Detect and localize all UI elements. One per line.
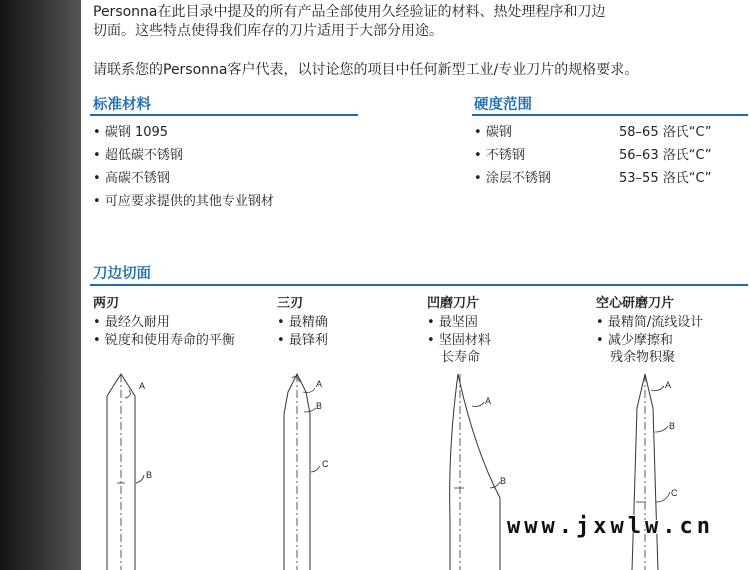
edge-title-hollow: 空心研磨刀片: [596, 296, 675, 311]
intro-line-3: 请联系您的Personna客户代表，以讨论您的项目中任何新型工业/专业刀片的规格要求。: [93, 62, 639, 78]
label-a: A: [665, 380, 672, 390]
edge-bullet: • 坚固材料: [427, 329, 491, 348]
edge-bullet: • 最锋利: [277, 329, 328, 348]
materials-rule: [90, 114, 358, 116]
edge-bullet-continuation: 残余物积聚: [610, 350, 676, 365]
label-c: C: [322, 459, 329, 469]
label-b: B: [500, 476, 507, 486]
edges-rule: [90, 284, 748, 286]
edge-title-concave: 凹磨刀片: [427, 296, 480, 311]
edge-bullet: • 最精简/流线设计: [596, 311, 703, 330]
edges-heading: 刀边切面: [93, 266, 151, 282]
hardness-heading: 硬度范围: [474, 97, 532, 113]
material-item: • 高碳不锈钢: [93, 167, 170, 186]
hardness-name: • 碳钢: [474, 121, 512, 140]
edge-title-triple: 三刃: [277, 296, 304, 311]
double-edge-blade-diagram: [95, 368, 175, 570]
hardness-value: 56–63 洛氏“C”: [619, 148, 712, 163]
hardness-value: 53–55 洛氏“C”: [619, 171, 712, 186]
label-b: B: [669, 421, 676, 431]
edge-bullet: • 最经久耐用: [93, 311, 170, 330]
edge-bullet: • 最坚固: [427, 311, 478, 330]
label-a: A: [316, 379, 323, 389]
edge-bullet-continuation: 长寿命: [441, 350, 481, 365]
watermark-text: www.jxwlw.cn: [507, 514, 714, 539]
label-a: A: [485, 396, 492, 406]
edge-bullet: • 减少摩擦和: [596, 329, 673, 348]
materials-heading: 标准材料: [93, 97, 151, 113]
triple-edge-blade-diagram: [270, 368, 350, 570]
edge-bullet: • 锐度和使用寿命的平衡: [93, 329, 235, 348]
edge-bullet: • 最精确: [277, 311, 328, 330]
left-dark-sidebar: [0, 0, 81, 570]
edge-title-double: 两刃: [93, 296, 120, 311]
material-item: • 碳钢 1095: [93, 121, 168, 140]
intro-line-1: Personna在此目录中提及的所有产品全部使用久经验证的材料、热处理程序和刀边: [93, 4, 606, 20]
label-b: B: [316, 401, 323, 411]
hardness-rule: [472, 114, 748, 116]
material-item: • 可应要求提供的其他专业钢材: [93, 190, 274, 209]
label-c: C: [671, 488, 678, 498]
hardness-name: • 涂层不锈钢: [474, 167, 551, 186]
label-a: A: [139, 381, 146, 391]
hardness-name: • 不锈钢: [474, 144, 525, 163]
intro-line-2: 切面。这些特点使得我们库存的刀片适用于大部分用途。: [93, 23, 443, 39]
material-item: • 超低碳不锈钢: [93, 144, 183, 163]
concave-blade-diagram: [434, 368, 524, 570]
label-b: B: [146, 470, 153, 480]
hardness-value: 58–65 洛氏“C”: [619, 125, 712, 140]
hollow-ground-blade-diagram: [610, 368, 700, 570]
